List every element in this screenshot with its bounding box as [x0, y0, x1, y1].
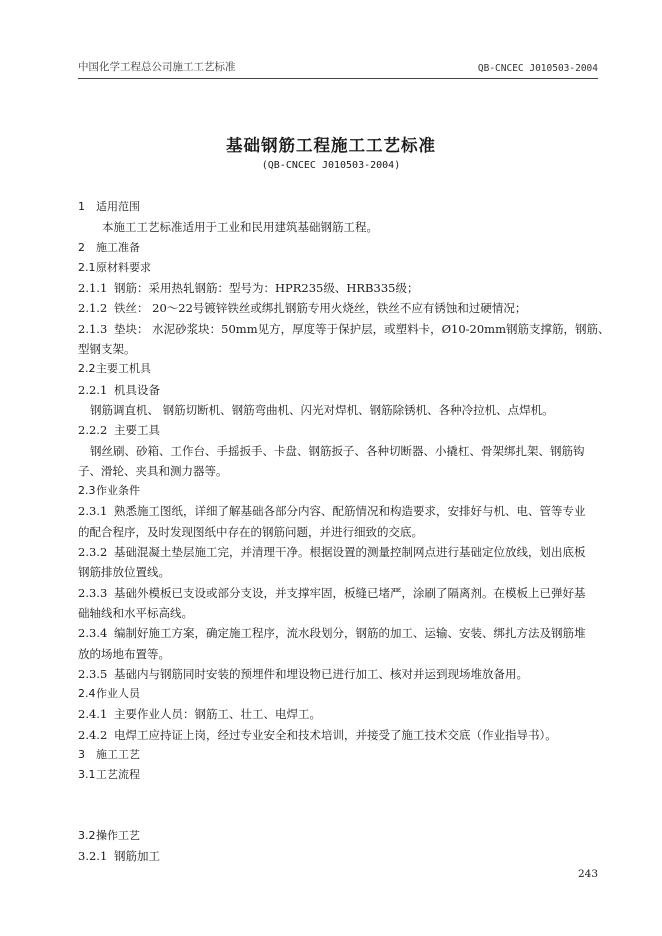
clause-number: 2.2.2: [78, 423, 108, 438]
section-title: 操作工艺: [96, 828, 140, 842]
section-number: 2.4: [78, 687, 96, 701]
clause-text: 铁丝： 20～22号镀锌铁丝或绑扎钢筋专用火烧丝，铁丝不应有锈蚀和过硬情况；: [114, 301, 527, 316]
clause: [78, 501, 598, 521]
clause: [78, 725, 598, 745]
page-number: 243: [577, 868, 598, 880]
section-title: 施工准备: [96, 240, 140, 254]
clause: [78, 846, 598, 866]
section-number: 1: [78, 200, 85, 213]
section-title: 作业条件: [96, 484, 140, 498]
clause-continuation: 的配合程序，及时发现图纸中存在的钢筋问题，并进行细致的交底。: [78, 524, 423, 539]
section-heading: [78, 745, 598, 765]
clause: [78, 420, 598, 440]
header-organization: 中国化学工程总公司施工工艺标准: [78, 61, 236, 73]
clause-number: 2.1.2: [78, 301, 108, 316]
clause: [78, 278, 598, 298]
clause-title: 钢筋加工: [114, 848, 160, 863]
clause: [78, 704, 598, 724]
subsection-heading: [78, 684, 598, 704]
clause-number: 2.4.2: [78, 727, 108, 742]
document-title: 基础钢筋工程施工工艺标准: [226, 136, 436, 155]
section-number: 3.2: [78, 828, 96, 842]
clause-number: 2.3.2: [78, 545, 108, 560]
clause: [78, 583, 598, 603]
clause-number: 2.3.5: [78, 666, 108, 681]
clause-title: 主要工具: [114, 423, 160, 438]
flowchart-blank-area: [78, 786, 598, 826]
section-title: 适用范围: [96, 200, 140, 213]
clause: [78, 542, 598, 562]
clause: [78, 298, 598, 318]
paragraph: 本施工工艺标准适用于工业和民用建筑基础钢筋工程。: [102, 220, 378, 235]
clause-number: 2.3.4: [78, 626, 108, 641]
section-title: 原材料要求: [96, 260, 151, 274]
clause-number: 2.1.1: [78, 281, 108, 296]
clause-text: 垫块： 水泥砂浆块：50mm见方，厚度等于保护层，或塑料卡，Ø10-20mm钢筋支撑筋，钢筋、: [114, 321, 610, 336]
section-number: 3.1: [78, 768, 96, 782]
section-number: 2.3: [78, 484, 96, 498]
section-heading: [78, 238, 598, 258]
clause: [78, 664, 598, 684]
clause-text: 基础外模板已支设或部分支设，并支撑牢固，板缝已堵严，涂刷了隔离剂。在模板上已弹好基: [114, 585, 586, 600]
clause: [78, 623, 598, 643]
section-title: 工艺流程: [96, 768, 140, 782]
section-title: 施工工艺: [96, 748, 140, 762]
clause-text: 编制好施工方案，确定施工程序，流水段划分，钢筋的加工、运输、安装、绑扎方法及钢筋堆: [114, 626, 586, 641]
running-header: [78, 58, 598, 79]
clause-title: 机具设备: [114, 382, 160, 397]
section-title: 作业人员: [96, 687, 140, 701]
subsection-heading: [78, 765, 598, 785]
subsection-heading: [78, 359, 598, 379]
section-heading: [78, 197, 598, 217]
paragraph: 钢丝刷、砂箱、工作台、手摇扳手、卡盘、钢筋扳子、各种切断器、小撬杠、骨架绑扎架、钢筋钩: [90, 443, 585, 458]
subsection-heading: [78, 481, 598, 501]
subsection-heading: [78, 826, 598, 846]
clause-text: 基础混凝土垫层施工完，并清理干净。根据设置的测量控制网点进行基础定位放线，划出底板: [114, 545, 586, 560]
clause-text: 电焊工应持证上岗，经过专业安全和技术培训，并接受了施工技术交底（作业指导书）。: [114, 727, 557, 742]
clause-number: 3.2.1: [78, 848, 108, 863]
header-standard-code: QB-CNCEC J010503-2004: [477, 63, 598, 74]
clause: [78, 380, 598, 400]
clause-number: 2.3.1: [78, 504, 108, 519]
clause-text: 主要作业人员：钢筋工、壮工、电焊工。: [114, 707, 321, 722]
clause-continuation: 型钢支架。: [78, 342, 136, 357]
section-number: 2.2: [78, 362, 96, 376]
paragraph-continuation: 子、滑轮、夹具和测力器等。: [78, 463, 228, 478]
section-number: 2: [78, 240, 85, 254]
section-title: 主要工机具: [96, 362, 151, 376]
clause-text: 钢筋：采用热轧钢筋：型号为：HPR235级、HRB335级；: [114, 281, 419, 296]
clause-number: 2.2.1: [78, 382, 108, 397]
clause-text: 基础内与钢筋同时安装的预埋件和埋设物已进行加工、核对并运到现场堆放备用。: [114, 666, 528, 681]
paragraph: 钢筋调直机、 钢筋切断机、钢筋弯曲机、闪光对焊机、钢筋除锈机、各种冷拉机、点焊机。: [90, 402, 554, 417]
clause-continuation: 钢筋排放位置线。: [78, 565, 170, 580]
clause: [78, 319, 610, 339]
clause-number: 2.4.1: [78, 707, 108, 722]
clause-number: 2.3.3: [78, 585, 108, 600]
clause-continuation: 础轴线和水平标高线。: [78, 605, 193, 620]
document-code: (QB-CNCEC J010503-2004): [261, 160, 401, 171]
subsection-heading: [78, 258, 598, 278]
clause-text: 熟悉施工图纸，详细了解基础各部分内容、配筋情况和构造要求，安排好与机、电、管等专业: [114, 504, 586, 519]
clause-number: 2.1.3: [78, 321, 108, 336]
document-body: [78, 197, 610, 866]
section-number: 2.1: [78, 260, 96, 274]
clause-continuation: 放的场地布置等。: [78, 646, 170, 661]
section-number: 3: [78, 748, 85, 762]
